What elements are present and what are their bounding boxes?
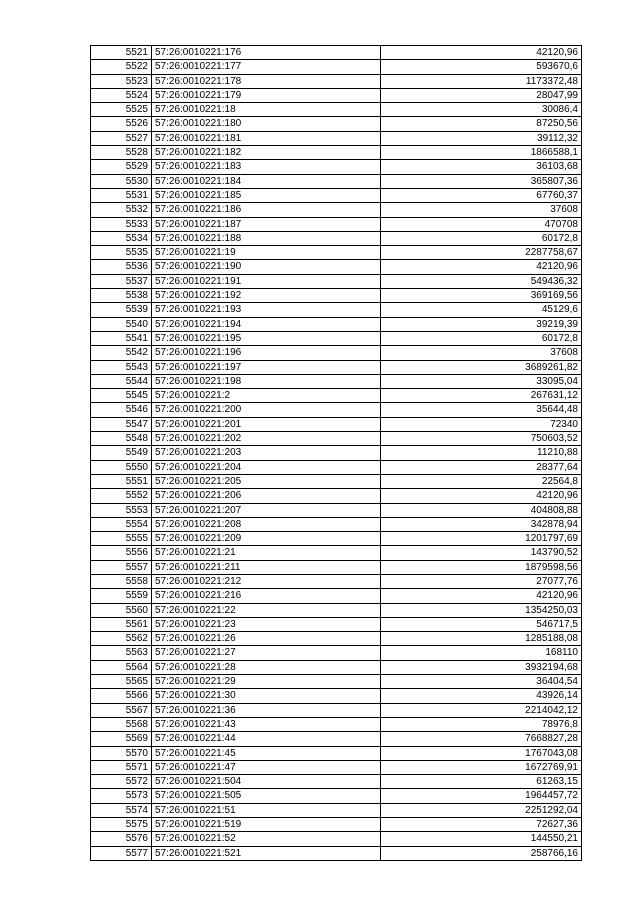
value-cell: 11210,88 — [381, 446, 582, 460]
row-number-cell: 5546 — [91, 403, 152, 417]
table-row — [91, 246, 582, 260]
row-number-cell: 5557 — [91, 560, 152, 574]
value-cell: 60172,8 — [381, 331, 582, 345]
row-number-cell: 5556 — [91, 546, 152, 560]
cadastral-number-cell: 57:26:0010221:22 — [152, 603, 381, 617]
row-number-cell: 5534 — [91, 231, 152, 245]
value-cell: 143790,52 — [381, 546, 582, 560]
row-number-cell: 5527 — [91, 131, 152, 145]
row-number-cell: 5524 — [91, 88, 152, 102]
value-cell: 1879598,56 — [381, 560, 582, 574]
row-number-cell: 5545 — [91, 389, 152, 403]
cadastral-number-cell: 57:26:0010221:26 — [152, 632, 381, 646]
table-row — [91, 60, 582, 74]
table-row — [91, 403, 582, 417]
value-cell: 39219,39 — [381, 317, 582, 331]
cadastral-number-cell: 57:26:0010221:504 — [152, 775, 381, 789]
cadastral-number-cell: 57:26:0010221:23 — [152, 617, 381, 631]
cadastral-number-cell: 57:26:0010221:36 — [152, 703, 381, 717]
table-row — [91, 231, 582, 245]
row-number-cell: 5576 — [91, 832, 152, 846]
row-number-cell: 5544 — [91, 374, 152, 388]
table-row — [91, 775, 582, 789]
cadastral-number-cell: 57:26:0010221:194 — [152, 317, 381, 331]
table-row — [91, 489, 582, 503]
table-row — [91, 574, 582, 588]
value-cell: 342878,94 — [381, 517, 582, 531]
table-row — [91, 532, 582, 546]
cadastral-number-cell: 57:26:0010221:28 — [152, 660, 381, 674]
table-row — [91, 274, 582, 288]
value-cell: 28377,64 — [381, 460, 582, 474]
table-row — [91, 217, 582, 231]
row-number-cell: 5541 — [91, 331, 152, 345]
table-row — [91, 88, 582, 102]
value-cell: 369169,56 — [381, 289, 582, 303]
value-cell: 258766,16 — [381, 846, 582, 860]
row-number-cell: 5565 — [91, 675, 152, 689]
value-cell: 168110 — [381, 646, 582, 660]
value-cell: 36103,68 — [381, 160, 582, 174]
row-number-cell: 5537 — [91, 274, 152, 288]
table-row — [91, 331, 582, 345]
value-cell: 36404,54 — [381, 675, 582, 689]
cadastral-number-cell: 57:26:0010221:52 — [152, 832, 381, 846]
cadastral-number-cell: 57:26:0010221:29 — [152, 675, 381, 689]
row-number-cell: 5535 — [91, 246, 152, 260]
row-number-cell: 5566 — [91, 689, 152, 703]
value-cell: 2214042,12 — [381, 703, 582, 717]
table-row — [91, 689, 582, 703]
row-number-cell: 5563 — [91, 646, 152, 660]
cadastral-number-cell: 57:26:0010221:178 — [152, 74, 381, 88]
cadastral-number-cell: 57:26:0010221:192 — [152, 289, 381, 303]
value-cell: 42120,96 — [381, 489, 582, 503]
row-number-cell: 5549 — [91, 446, 152, 460]
table-row — [91, 675, 582, 689]
value-cell: 365807,36 — [381, 174, 582, 188]
cadastral-number-cell: 57:26:0010221:177 — [152, 60, 381, 74]
row-number-cell: 5522 — [91, 60, 152, 74]
table-row — [91, 460, 582, 474]
value-cell: 60172,8 — [381, 231, 582, 245]
table-row — [91, 546, 582, 560]
cadastral-number-cell: 57:26:0010221:51 — [152, 803, 381, 817]
cadastral-number-cell: 57:26:0010221:27 — [152, 646, 381, 660]
value-cell: 3932194,68 — [381, 660, 582, 674]
value-cell: 546717,5 — [381, 617, 582, 631]
value-cell: 72340 — [381, 417, 582, 431]
cadastral-number-cell: 57:26:0010221:43 — [152, 717, 381, 731]
table-row — [91, 289, 582, 303]
cadastral-number-cell: 57:26:0010221:216 — [152, 589, 381, 603]
table-row — [91, 832, 582, 846]
cadastral-number-cell: 57:26:0010221:200 — [152, 403, 381, 417]
table-row — [91, 760, 582, 774]
value-cell: 35644,48 — [381, 403, 582, 417]
table-row — [91, 303, 582, 317]
row-number-cell: 5560 — [91, 603, 152, 617]
table-row — [91, 717, 582, 731]
row-number-cell: 5542 — [91, 346, 152, 360]
value-cell: 37608 — [381, 346, 582, 360]
cadastral-number-cell: 57:26:0010221:197 — [152, 360, 381, 374]
value-cell: 72627,36 — [381, 818, 582, 832]
cadastral-number-cell: 57:26:0010221:184 — [152, 174, 381, 188]
table-row — [91, 346, 582, 360]
table-row — [91, 632, 582, 646]
row-number-cell: 5551 — [91, 474, 152, 488]
table-row — [91, 46, 582, 60]
cadastral-number-cell: 57:26:0010221:186 — [152, 203, 381, 217]
table-row — [91, 417, 582, 431]
row-number-cell: 5554 — [91, 517, 152, 531]
cadastral-number-cell: 57:26:0010221:191 — [152, 274, 381, 288]
table-row — [91, 803, 582, 817]
table-row — [91, 103, 582, 117]
table-row — [91, 474, 582, 488]
table-row — [91, 188, 582, 202]
row-number-cell: 5572 — [91, 775, 152, 789]
cadastral-number-cell: 57:26:0010221:181 — [152, 131, 381, 145]
cadastral-number-cell: 57:26:0010221:180 — [152, 117, 381, 131]
row-number-cell: 5543 — [91, 360, 152, 374]
row-number-cell: 5533 — [91, 217, 152, 231]
cadastral-number-cell: 57:26:0010221:202 — [152, 432, 381, 446]
cadastral-number-cell: 57:26:0010221:211 — [152, 560, 381, 574]
row-number-cell: 5559 — [91, 589, 152, 603]
row-number-cell: 5536 — [91, 260, 152, 274]
row-number-cell: 5521 — [91, 46, 152, 60]
table-row — [91, 703, 582, 717]
cadastral-number-cell: 57:26:0010221:196 — [152, 346, 381, 360]
value-cell: 7668827,28 — [381, 732, 582, 746]
cadastral-number-cell: 57:26:0010221:44 — [152, 732, 381, 746]
table-row — [91, 646, 582, 660]
row-number-cell: 5532 — [91, 203, 152, 217]
row-number-cell: 5528 — [91, 146, 152, 160]
table-row — [91, 660, 582, 674]
table-row — [91, 203, 582, 217]
cadastral-number-cell: 57:26:0010221:182 — [152, 146, 381, 160]
cadastral-number-cell: 57:26:0010221:212 — [152, 574, 381, 588]
value-cell: 1964457,72 — [381, 789, 582, 803]
row-number-cell: 5568 — [91, 717, 152, 731]
table-row — [91, 432, 582, 446]
table-row — [91, 317, 582, 331]
value-cell: 28047,99 — [381, 88, 582, 102]
row-number-cell: 5561 — [91, 617, 152, 631]
value-cell: 33095,04 — [381, 374, 582, 388]
table-body — [91, 46, 582, 861]
row-number-cell: 5547 — [91, 417, 152, 431]
table-row — [91, 846, 582, 860]
value-cell: 45129,6 — [381, 303, 582, 317]
value-cell: 37608 — [381, 203, 582, 217]
value-cell: 87250,56 — [381, 117, 582, 131]
value-cell: 1354250,03 — [381, 603, 582, 617]
row-number-cell: 5555 — [91, 532, 152, 546]
table-row — [91, 374, 582, 388]
value-cell: 43926,14 — [381, 689, 582, 703]
table-row — [91, 117, 582, 131]
table-row — [91, 260, 582, 274]
row-number-cell: 5531 — [91, 188, 152, 202]
value-cell: 2287758,67 — [381, 246, 582, 260]
row-number-cell: 5529 — [91, 160, 152, 174]
value-cell: 750603,52 — [381, 432, 582, 446]
cadastral-number-cell: 57:26:0010221:201 — [152, 417, 381, 431]
table-row — [91, 360, 582, 374]
cadastral-value-table — [90, 45, 582, 861]
cadastral-number-cell: 57:26:0010221:179 — [152, 88, 381, 102]
value-cell: 27077,76 — [381, 574, 582, 588]
row-number-cell: 5573 — [91, 789, 152, 803]
value-cell: 61263,15 — [381, 775, 582, 789]
cadastral-number-cell: 57:26:0010221:2 — [152, 389, 381, 403]
table-row — [91, 74, 582, 88]
row-number-cell: 5526 — [91, 117, 152, 131]
value-cell: 549436,32 — [381, 274, 582, 288]
value-cell: 1672769,91 — [381, 760, 582, 774]
row-number-cell: 5552 — [91, 489, 152, 503]
value-cell: 1173372,48 — [381, 74, 582, 88]
cadastral-number-cell: 57:26:0010221:45 — [152, 746, 381, 760]
row-number-cell: 5525 — [91, 103, 152, 117]
cadastral-number-cell: 57:26:0010221:206 — [152, 489, 381, 503]
value-cell: 1201797,69 — [381, 532, 582, 546]
cadastral-number-cell: 57:26:0010221:183 — [152, 160, 381, 174]
table-row — [91, 503, 582, 517]
value-cell: 267631,12 — [381, 389, 582, 403]
row-number-cell: 5569 — [91, 732, 152, 746]
table-row — [91, 746, 582, 760]
row-number-cell: 5550 — [91, 460, 152, 474]
cadastral-number-cell: 57:26:0010221:193 — [152, 303, 381, 317]
table-row — [91, 732, 582, 746]
value-cell: 22564,8 — [381, 474, 582, 488]
table-row — [91, 560, 582, 574]
cadastral-number-cell: 57:26:0010221:205 — [152, 474, 381, 488]
cadastral-number-cell: 57:26:0010221:195 — [152, 331, 381, 345]
cadastral-number-cell: 57:26:0010221:30 — [152, 689, 381, 703]
value-cell: 67760,37 — [381, 188, 582, 202]
row-number-cell: 5564 — [91, 660, 152, 674]
row-number-cell: 5558 — [91, 574, 152, 588]
value-cell: 78976,8 — [381, 717, 582, 731]
value-cell: 1866588,1 — [381, 146, 582, 160]
row-number-cell: 5575 — [91, 818, 152, 832]
cadastral-number-cell: 57:26:0010221:208 — [152, 517, 381, 531]
cadastral-number-cell: 57:26:0010221:18 — [152, 103, 381, 117]
value-cell: 2251292,04 — [381, 803, 582, 817]
cadastral-number-cell: 57:26:0010221:47 — [152, 760, 381, 774]
table-row — [91, 131, 582, 145]
cadastral-number-cell: 57:26:0010221:209 — [152, 532, 381, 546]
row-number-cell: 5530 — [91, 174, 152, 188]
table-row — [91, 160, 582, 174]
row-number-cell: 5523 — [91, 74, 152, 88]
value-cell: 39112,32 — [381, 131, 582, 145]
cadastral-number-cell: 57:26:0010221:505 — [152, 789, 381, 803]
value-cell: 1767043,08 — [381, 746, 582, 760]
row-number-cell: 5538 — [91, 289, 152, 303]
table-row — [91, 818, 582, 832]
cadastral-number-cell: 57:26:0010221:204 — [152, 460, 381, 474]
cadastral-number-cell: 57:26:0010221:198 — [152, 374, 381, 388]
cadastral-number-cell: 57:26:0010221:21 — [152, 546, 381, 560]
value-cell: 3689261,82 — [381, 360, 582, 374]
value-cell: 144550,21 — [381, 832, 582, 846]
row-number-cell: 5577 — [91, 846, 152, 860]
value-cell: 593670,6 — [381, 60, 582, 74]
value-cell: 470708 — [381, 217, 582, 231]
row-number-cell: 5570 — [91, 746, 152, 760]
cadastral-number-cell: 57:26:0010221:176 — [152, 46, 381, 60]
table-row — [91, 446, 582, 460]
cadastral-number-cell: 57:26:0010221:521 — [152, 846, 381, 860]
cadastral-number-cell: 57:26:0010221:203 — [152, 446, 381, 460]
cadastral-number-cell: 57:26:0010221:187 — [152, 217, 381, 231]
table-row — [91, 617, 582, 631]
value-cell: 404808,88 — [381, 503, 582, 517]
row-number-cell: 5574 — [91, 803, 152, 817]
table-row — [91, 146, 582, 160]
cadastral-number-cell: 57:26:0010221:185 — [152, 188, 381, 202]
row-number-cell: 5567 — [91, 703, 152, 717]
table-row — [91, 603, 582, 617]
cadastral-number-cell: 57:26:0010221:19 — [152, 246, 381, 260]
row-number-cell: 5540 — [91, 317, 152, 331]
table-row — [91, 517, 582, 531]
cadastral-number-cell: 57:26:0010221:207 — [152, 503, 381, 517]
cadastral-number-cell: 57:26:0010221:188 — [152, 231, 381, 245]
row-number-cell: 5548 — [91, 432, 152, 446]
table-row — [91, 789, 582, 803]
row-number-cell: 5539 — [91, 303, 152, 317]
row-number-cell: 5562 — [91, 632, 152, 646]
table-row — [91, 589, 582, 603]
value-cell: 42120,96 — [381, 260, 582, 274]
row-number-cell: 5553 — [91, 503, 152, 517]
row-number-cell: 5571 — [91, 760, 152, 774]
table-row — [91, 174, 582, 188]
value-cell: 42120,96 — [381, 46, 582, 60]
cadastral-number-cell: 57:26:0010221:190 — [152, 260, 381, 274]
value-cell: 30086,4 — [381, 103, 582, 117]
cadastral-number-cell: 57:26:0010221:519 — [152, 818, 381, 832]
value-cell: 1285188,08 — [381, 632, 582, 646]
table-row — [91, 389, 582, 403]
value-cell: 42120,96 — [381, 589, 582, 603]
